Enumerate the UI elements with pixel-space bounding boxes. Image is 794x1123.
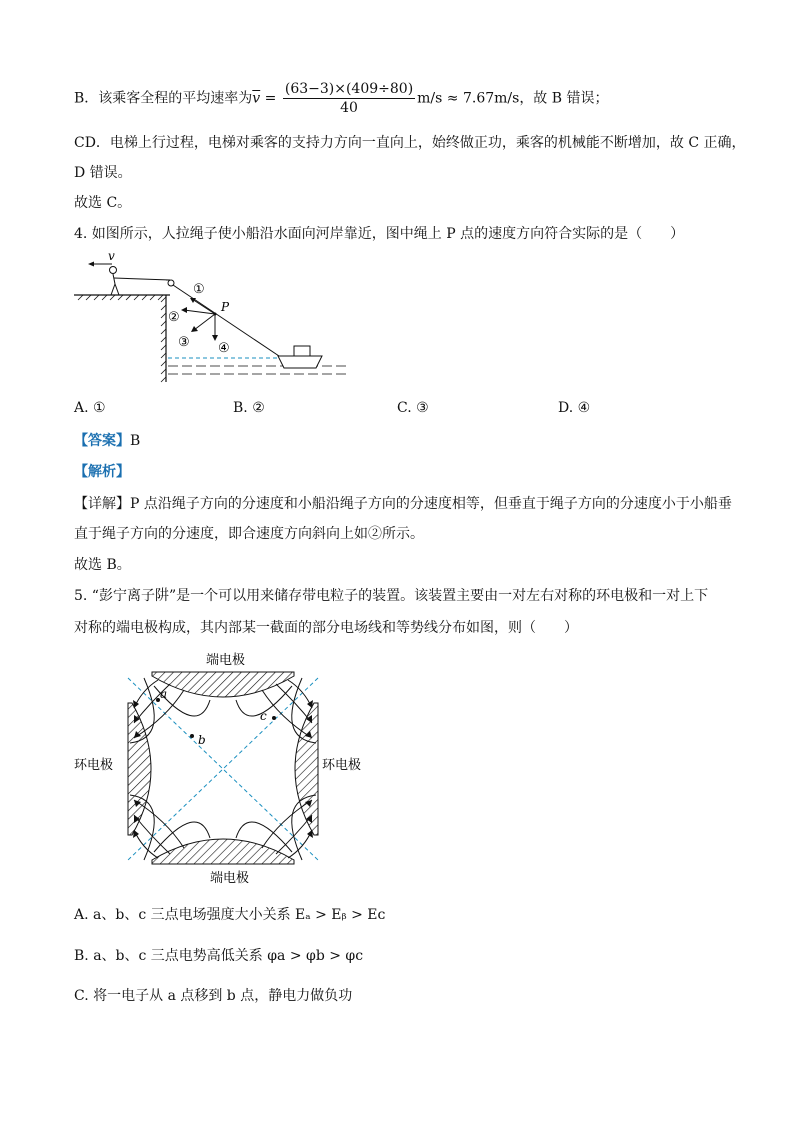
q3-option-b-prefix: B．该乘客全程的平均速率为	[74, 90, 253, 107]
label-1: ①	[193, 282, 205, 297]
person-figure	[110, 267, 171, 296]
left-electrode	[128, 703, 151, 835]
diagonal-2	[128, 678, 318, 860]
q5-option-b: B. a、b、c 三点电势高低关系 φa > φb > φc	[74, 948, 364, 964]
v-label: v	[108, 250, 115, 263]
diagonal-1	[128, 678, 318, 860]
q5-figure	[70, 648, 380, 890]
point-c	[272, 716, 276, 720]
bottom-electrode	[152, 839, 294, 864]
q4-option-b: B. ②	[233, 400, 265, 416]
boat-hull	[278, 356, 322, 368]
q3-fraction-num: (63−3)×(409÷80)	[284, 81, 414, 97]
analysis-tag: 【解析】	[74, 464, 130, 480]
q3-conclusion: 故选 C。	[74, 195, 132, 211]
top-electrode	[152, 672, 294, 697]
q4-detail-line2: 直于绳子方向的分速度，即合速度方向斜向上如②所示。	[74, 526, 424, 542]
q5-option-a: A. a、b、c 三点电场强度大小关系 Eₐ > Eᵦ > Eᴄ	[74, 907, 386, 923]
point-b	[190, 734, 194, 738]
answer-tag: 【答案】	[74, 433, 130, 449]
q3-option-b	[74, 80, 609, 117]
q3-fraction-den: 40	[340, 100, 358, 116]
q4-conclusion: 故选 B。	[74, 557, 131, 573]
bottom-electrode-label: 端电极	[210, 871, 250, 886]
field-lines	[134, 680, 312, 858]
q4-option-c: C. ③	[397, 400, 429, 416]
right-electrode	[295, 703, 318, 835]
q4-option-d: D. ④	[558, 400, 591, 416]
answer-value: B	[130, 433, 141, 449]
q3-vbar: $\overline{v}$	[252, 90, 261, 107]
detail-text-1: P 点沿绳子方向的分速度和小船沿绳子方向的分速度相等，但垂直于绳子方向的分速度小于小船垂	[130, 496, 732, 512]
q4-figure	[70, 250, 360, 385]
q3-option-cd-line1: CD．电梯上行过程，电梯对乘客的支持力方向一直向上，始终做正功，乘客的机械能不断增加，故 C 正确，	[74, 135, 746, 151]
q5-stem-line2: 对称的端电极构成，其内部某一截面的部分电场线和等势线分布如图，则（ ）	[74, 620, 578, 636]
q3-option-b-suffix: m/s ≈ 7.67m/s，故 B 错误；	[417, 90, 609, 107]
q4-analysis	[74, 462, 130, 482]
q3-fraction	[283, 80, 415, 117]
cliff-hatch	[161, 297, 166, 382]
boat-cabin	[294, 346, 310, 356]
p-label: P	[221, 300, 230, 314]
ground-hatch	[78, 295, 163, 300]
left-electrode-label: 环电极	[74, 758, 114, 773]
equipotential-lines	[130, 678, 316, 860]
velocity-arrowhead	[88, 262, 94, 267]
label-3: ③	[178, 335, 190, 350]
q3-option-cd-line2: D 错误。	[74, 165, 132, 181]
q5-option-c: C. 将一电子从 a 点移到 b 点，静电力做负功	[74, 988, 353, 1004]
label-2: ②	[168, 310, 180, 325]
point-a-label: a	[160, 687, 168, 701]
point-c-label: c	[260, 709, 267, 723]
q4-stem: 4. 如图所示，人拉绳子使小船沿水面向河岸靠近，图中绳上 P 点的速度方向符合实际的是（ ）	[74, 226, 685, 242]
arrow-2-head	[181, 307, 187, 313]
arrow-3-head	[191, 326, 198, 332]
detail-tag: 【详解】	[74, 496, 130, 512]
right-electrode-label: 环电极	[322, 758, 362, 773]
label-4: ④	[218, 341, 230, 356]
field-arrowheads	[133, 700, 313, 838]
q4-answer	[74, 431, 140, 451]
q3-eq: =	[260, 90, 281, 107]
q5-stem-line1: 5. “彭宁离子阱”是一个可以用来储存带电粒子的装置。该装置主要由一对左右对称的环电极和一对上下	[74, 588, 709, 604]
arrow-3	[194, 314, 215, 330]
q4-option-a: A. ①	[74, 400, 106, 416]
point-b-label: b	[198, 733, 206, 747]
top-electrode-label: 端电极	[206, 653, 246, 668]
q4-detail-line1	[74, 494, 732, 514]
